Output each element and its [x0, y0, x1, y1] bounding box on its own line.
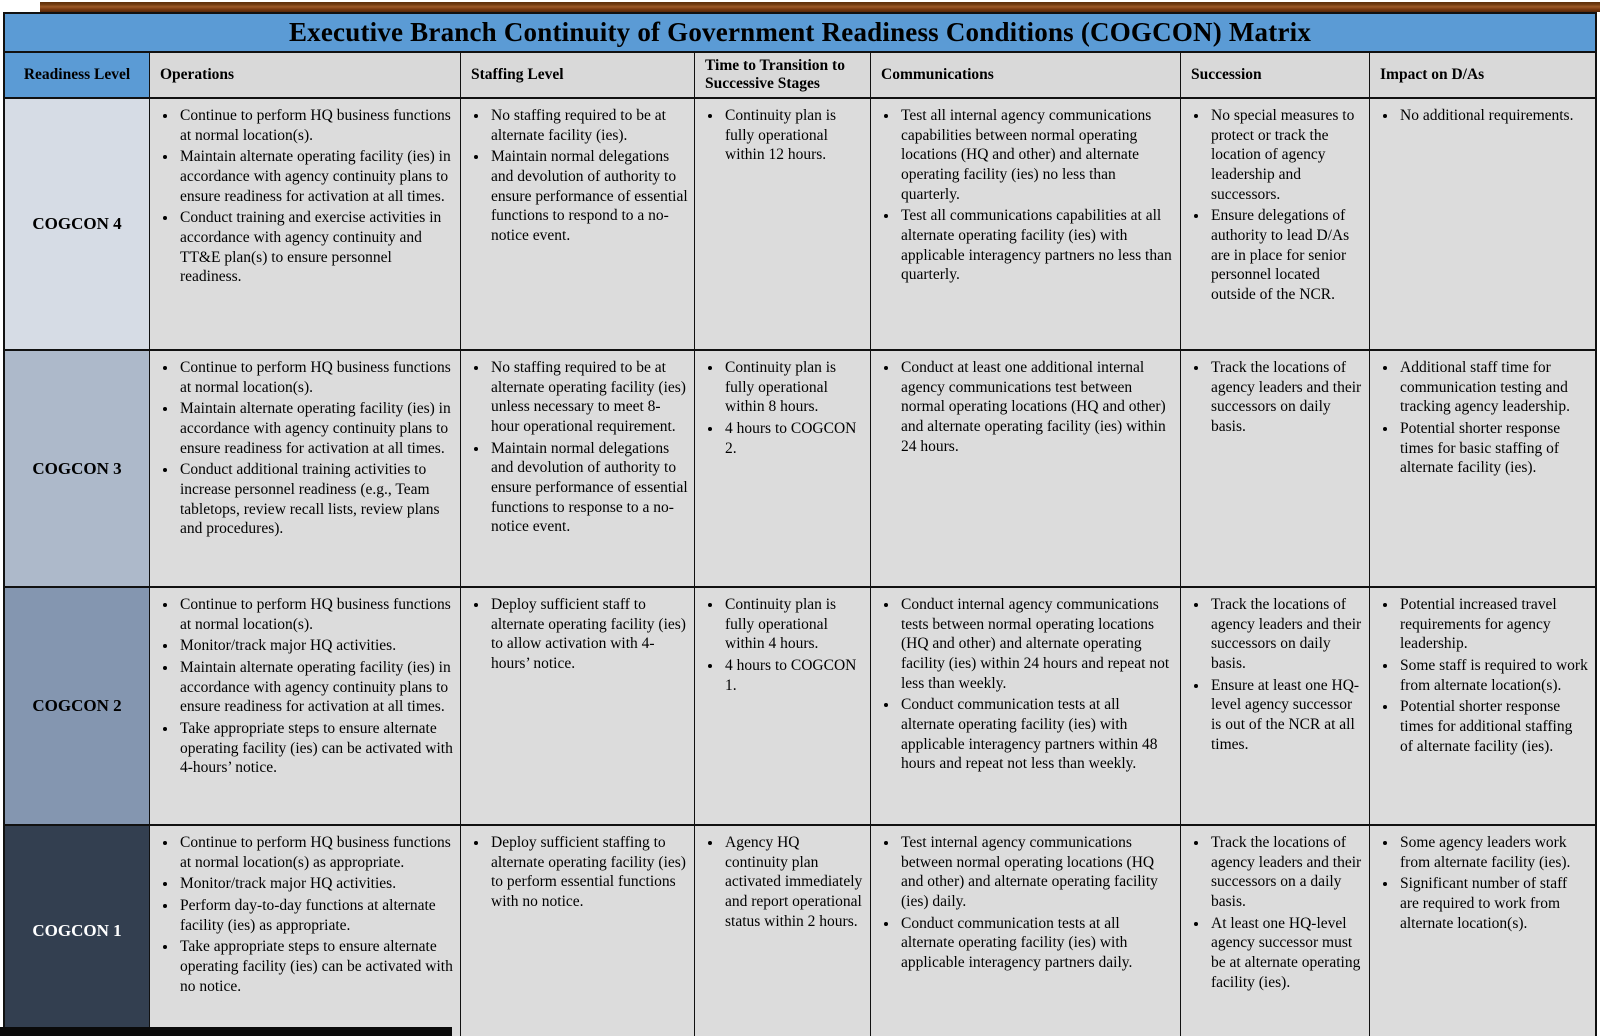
- bullet-item: • Continuity plan is fully operational within 12 hours.: [723, 106, 864, 165]
- cogcon-row-3: [5, 351, 1595, 588]
- bullet-item: • Conduct communication tests at all alternate operating facility (ies) with applicable interagency partners daily.: [899, 914, 1174, 973]
- bullet-item: • Potential shorter response times for basic staffing of alternate facility (ies).: [1398, 419, 1589, 478]
- staffing-level-cell: [461, 351, 695, 586]
- decorative-brown-bar: [40, 2, 1600, 12]
- column-header-time-to-transition: Time to Transition to Successive Stages: [695, 53, 871, 97]
- bullet-list: [1374, 595, 1589, 756]
- bullet-item: • Continue to perform HQ business functions at normal location(s).: [178, 106, 454, 145]
- bullet-list: [1374, 106, 1589, 126]
- bullet-item: • 4 hours to COGCON 1.: [723, 656, 864, 695]
- bullet-item: • Maintain normal delegations and devolution of authority to ensure performance of essential functions to response to a no-notice event.: [489, 439, 688, 537]
- matrix-body: [5, 99, 1595, 1036]
- succession-cell: [1181, 99, 1370, 349]
- bullet-list: [1185, 358, 1363, 437]
- bullet-item: • Continue to perform HQ business functions at normal location(s).: [178, 358, 454, 397]
- readiness-level-cell: [5, 826, 150, 1036]
- time-to-transition-cell: [695, 351, 871, 586]
- succession-cell: [1181, 351, 1370, 586]
- readiness-level-label: COGCON 1: [32, 921, 122, 940]
- readiness-level-label: COGCON 4: [32, 214, 122, 233]
- bullet-list: [1185, 595, 1363, 754]
- bullet-list: [875, 833, 1174, 973]
- bullet-item: • Conduct internal agency communications tests between normal operating locations (HQ and other) and alternate operating facility (ies) within 24 hours and repeat not less than weekly.: [899, 595, 1174, 693]
- bullet-item: • Test all communications capabilities at all alternate operating facility (ies) with applicable interagency partners no less than quarterly.: [899, 206, 1174, 285]
- bullet-item: • Continuity plan is fully operational within 4 hours.: [723, 595, 864, 654]
- communications-cell: [871, 99, 1181, 349]
- communications-cell: [871, 826, 1181, 1036]
- bullet-list: [154, 106, 454, 287]
- bullet-list: [465, 106, 688, 246]
- staffing-level-cell: [461, 99, 695, 349]
- bullet-item: • Perform day-to-day functions at alternate facility (ies) as appropriate.: [178, 896, 454, 935]
- bullet-item: • Track the locations of agency leaders and their successors on a daily basis.: [1209, 833, 1363, 912]
- bullet-item: • Deploy sufficient staffing to alternate operating facility (ies) to perform essential functions with no notice.: [489, 833, 688, 912]
- bullet-item: • Conduct training and exercise activities in accordance with agency continuity and TT&E plan(s) to ensure personnel readiness.: [178, 208, 454, 287]
- page-title: Executive Branch Continuity of Government Readiness Conditions (COGCON) Matrix: [288, 17, 1312, 48]
- bullet-list: [1185, 106, 1363, 305]
- operations-cell: [150, 588, 461, 824]
- bullet-item: • Continue to perform HQ business functions at normal location(s) as appropriate.: [178, 833, 454, 872]
- bullet-item: • At least one HQ-level agency successor must be at alternate operating facility (ies).: [1209, 914, 1363, 993]
- bullet-item: • Continuity plan is fully operational within 8 hours.: [723, 358, 864, 417]
- bullet-item: • Ensure at least one HQ-level agency successor is out of the NCR at all times.: [1209, 676, 1363, 755]
- bullet-item: • Track the locations of agency leaders and their successors on daily basis.: [1209, 595, 1363, 674]
- header-row: [5, 53, 1595, 99]
- cogcon-row-4: [5, 99, 1595, 351]
- impact-on-das-cell: [1370, 99, 1595, 349]
- bullet-list: [1374, 833, 1589, 933]
- table-bottom-border: [0, 1027, 452, 1036]
- bullet-item: • Take appropriate steps to ensure alternate operating facility (ies) can be activated with 4-hours’ notice.: [178, 719, 454, 778]
- bullet-item: • Potential increased travel requirements for agency leadership.: [1398, 595, 1589, 654]
- cogcon-matrix-table: [3, 12, 1597, 1036]
- readiness-level-cell: [5, 351, 150, 586]
- operations-cell: [150, 99, 461, 349]
- staffing-level-cell: [461, 588, 695, 824]
- bullet-list: [699, 106, 864, 165]
- bullet-item: • No special measures to protect or track the location of agency leadership and successors.: [1209, 106, 1363, 204]
- bullet-item: • Deploy sufficient staff to alternate operating facility (ies) to allow activation with 4-hours’ notice.: [489, 595, 688, 674]
- column-header-impact-on-das: Impact on D/As: [1370, 53, 1595, 97]
- bullet-item: • Conduct at least one additional internal agency communications test between normal operating locations (HQ and other) and alternate operating facility (ies) within 24 hours.: [899, 358, 1174, 456]
- bullet-item: • Take appropriate steps to ensure alternate operating facility (ies) can be activated with no notice.: [178, 937, 454, 996]
- bullet-list: [1374, 358, 1589, 478]
- bullet-item: • 4 hours to COGCON 2.: [723, 419, 864, 458]
- bullet-item: • Some staff is required to work from alternate location(s).: [1398, 656, 1589, 695]
- bullet-item: • Additional staff time for communication testing and tracking agency leadership.: [1398, 358, 1589, 417]
- bullet-item: • Conduct additional training activities to increase personnel readiness (e.g., Team tabletops, review recall lists, review plans and procedures).: [178, 460, 454, 539]
- bullet-item: • Monitor/track major HQ activities.: [178, 636, 454, 656]
- bullet-list: [875, 595, 1174, 774]
- communications-cell: [871, 351, 1181, 586]
- staffing-level-cell: [461, 826, 695, 1036]
- column-header-operations: Operations: [150, 53, 461, 97]
- bullet-item: • Some agency leaders work from alternate facility (ies).: [1398, 833, 1589, 872]
- column-header-staffing-level: Staffing Level: [461, 53, 695, 97]
- bullet-item: • Test internal agency communications between normal operating locations (HQ and other) and alternate operating facility (ies) daily.: [899, 833, 1174, 912]
- succession-cell: [1181, 588, 1370, 824]
- bullet-list: [465, 358, 688, 537]
- cogcon-row-1: [5, 826, 1595, 1036]
- readiness-level-label: COGCON 2: [32, 696, 122, 715]
- bullet-list: [699, 833, 864, 931]
- bullet-list: [1185, 833, 1363, 992]
- bullet-item: • Maintain alternate operating facility (ies) in accordance with agency continuity plans to ensure readiness for activation at all times.: [178, 399, 454, 458]
- bullet-item: • Maintain alternate operating facility (ies) in accordance with agency continuity plans to ensure readiness for activation at all times.: [178, 147, 454, 206]
- bullet-item: • Potential shorter response times for additional staffing of alternate facility (ies).: [1398, 697, 1589, 756]
- bullet-item: • Significant number of staff are required to work from alternate location(s).: [1398, 874, 1589, 933]
- readiness-level-cell: [5, 99, 150, 349]
- impact-on-das-cell: [1370, 588, 1595, 824]
- time-to-transition-cell: [695, 99, 871, 349]
- bullet-list: [699, 595, 864, 695]
- bullet-list: [465, 833, 688, 912]
- bullet-item: • Continue to perform HQ business functions at normal location(s).: [178, 595, 454, 634]
- bullet-list: [154, 358, 454, 539]
- succession-cell: [1181, 826, 1370, 1036]
- readiness-level-label: COGCON 3: [32, 458, 122, 478]
- bullet-list: [875, 358, 1174, 456]
- impact-on-das-cell: [1370, 826, 1595, 1036]
- time-to-transition-cell: [695, 826, 871, 1036]
- bullet-item: • Track the locations of agency leaders and their successors on daily basis.: [1209, 358, 1363, 437]
- time-to-transition-cell: [695, 588, 871, 824]
- column-header-succession: Succession: [1181, 53, 1370, 97]
- column-header-readiness-level: Readiness Level: [5, 53, 150, 97]
- title-bar: [5, 14, 1595, 53]
- bullet-list: [875, 106, 1174, 285]
- bullet-item: • Test all internal agency communications capabilities between normal operating locations (HQ and other) and alternate operating facility (ies) no less than quarterly.: [899, 106, 1174, 204]
- bullet-item: • Maintain alternate operating facility (ies) in accordance with agency continuity plans to ensure readiness for activation at all times.: [178, 658, 454, 717]
- bullet-item: • No staffing required to be at alternate operating facility (ies) unless necessary to meet 8-hour operational requirement.: [489, 358, 688, 437]
- bullet-item: • No additional requirements.: [1398, 106, 1589, 126]
- bullet-list: [154, 833, 454, 996]
- readiness-level-cell: [5, 588, 150, 824]
- bullet-item: • No staffing required to be at alternate facility (ies).: [489, 106, 688, 145]
- cogcon-row-2: [5, 588, 1595, 826]
- bullet-list: [465, 595, 688, 674]
- bullet-item: • Conduct communication tests at all alternate operating facility (ies) with applicable interagency partners within 48 hours and repeat not less than weekly.: [899, 695, 1174, 774]
- bullet-list: [699, 358, 864, 458]
- operations-cell: [150, 351, 461, 586]
- column-header-communications: Communications: [871, 53, 1181, 97]
- bullet-item: • Agency HQ continuity plan activated immediately and report operational status within 2 hours.: [723, 833, 864, 931]
- bullet-item: • Ensure delegations of authority to lead D/As are in place for senior personnel located outside of the NCR.: [1209, 206, 1363, 304]
- bullet-list: [154, 595, 454, 778]
- impact-on-das-cell: [1370, 351, 1595, 586]
- bullet-item: • Monitor/track major HQ activities.: [178, 874, 454, 894]
- bullet-item: • Maintain normal delegations and devolution of authority to ensure performance of essential functions to respond to a no-notice event.: [489, 147, 688, 245]
- operations-cell: [150, 826, 461, 1036]
- communications-cell: [871, 588, 1181, 824]
